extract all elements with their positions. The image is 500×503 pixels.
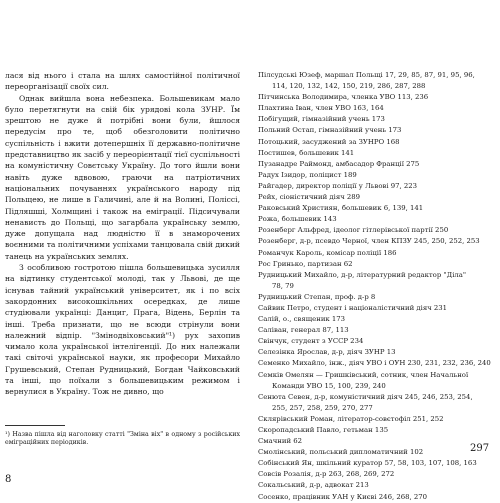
- index-entry: Склярівський Роман, літератор-совєтофіл 251, 252: [258, 414, 444, 423]
- index-entry: Романчук Кароль, комісар поліції 186: [258, 248, 397, 257]
- footnote: ¹) Назва пішла від наголовку статті "Зміна віх" в одному з російських еміграційних періодиків.: [5, 431, 240, 447]
- index-entry: Розенберг, д-р, псевдо Черної, член КПЗУ 245, 250, 252, 253: [258, 237, 480, 246]
- index-entry: Скоропадський Павло, гетьман 135: [258, 426, 389, 434]
- index-entry: Розенберг Альфред, ідеолог гітлерівської партії 250: [258, 226, 449, 235]
- right-page-number: 297: [470, 443, 490, 454]
- index-entry: Сокальський, д-р, адвокат 213: [258, 481, 369, 490]
- index-entry: Радух Ізидор, поліцист 189: [258, 170, 357, 179]
- index-entry: Сосенко, працівник УАН у Києві 246, 268, 270: [258, 492, 428, 501]
- index-entry: Семків Омелян — Гришківський, сотник, член Начальної: [258, 370, 469, 379]
- index-entry: 114, 120, 132, 142, 150, 219, 286, 287, 288: [272, 82, 426, 91]
- paragraph-3: З особливою гостротою пішла большевицька зусилля на відтинку студентської молоді, так у Львові, де ще існував тайний український університет, як і по всіх закордонних високошкільних осередках, де лише студіювали українці: Данциг, Прага, Відень, Берлін та інші. Треба признати, що не всюди стрінули вони належний відпір. "Змінодвіховський"¹) рух захопив чимало кола української інтелігенції. До них належали такі світочі української науки, як професори Михайло Грушевський, Степан Рудницький, Богдан Чайковський та інші, що поїхали з большевицьким режимом і вернулися в Україну. Тож не дивно, що: [5, 263, 240, 397]
- index-entry: Сенюта Севен, д-р, комуністичний діяч 245, 246, 253, 254,: [258, 392, 473, 401]
- left-page-body: [5, 70, 240, 398]
- index-entry: Рожа, большевик 143: [258, 215, 337, 224]
- index-entry: Пузанадре Раймонд, амбасадор Франції 275: [258, 159, 420, 168]
- index-entry: Собінський Ян, шкільний куратор 57, 58, 103, 107, 108, 163: [258, 459, 477, 468]
- index-entry: Райгадер, директор поліції у Львові 97, 223: [258, 181, 418, 190]
- index-entry: Рудницький Степан, проф. д-р 8: [258, 292, 376, 301]
- index-entry: Команди УВО 15, 100, 239, 240: [272, 381, 386, 390]
- index-list: [258, 70, 498, 503]
- left-page-number: 8: [5, 474, 12, 485]
- index-entry: Пітчинська Володимира, членка УВО 113, 236: [258, 93, 429, 102]
- paragraph-1: лася від нього і стала на шлях самостійної політичної переорганізації своїх сил.: [5, 71, 240, 92]
- index-entry: Сайвик Петро, студент і націоналістичний діяч 231: [258, 303, 448, 312]
- index-entry: Семенко Михайло, інж., діяч УВО і ОУН 230, 231, 232, 236, 240: [258, 359, 491, 368]
- index-entry: Смачний 62: [258, 437, 303, 446]
- index-entry: Совсів Розалія, д-р 263, 268, 269, 272: [258, 470, 395, 479]
- index-entry: 78, 79: [272, 281, 294, 290]
- index-entry: Смолінський, польський дипломатичний 102: [258, 448, 424, 457]
- index-entry: 255, 257, 258, 259, 270, 277: [272, 403, 373, 412]
- index-entry: Селезінка Ярослав, д-р, діяч ЗУНР 13: [258, 348, 396, 357]
- index-entry: Раковський Християн, большевик 6, 139, 141: [258, 204, 424, 213]
- index-entry: Саліван, генерал 87, 113: [258, 326, 349, 335]
- index-entry: Рос Гринько, партизан 62: [258, 259, 353, 268]
- index-entry: Рейх, сіоністичний діяч 289: [258, 193, 361, 202]
- index-entry: Рудницький Михайло, д-р, літературний редактор "Діла": [258, 270, 467, 279]
- index-entry: Плахтина Іван, член УВО 163, 164: [258, 104, 384, 113]
- index-entry: Побігущий, гімназійний учень 173: [258, 115, 385, 124]
- paragraph-2: Однак вийшла вона небезпека. Большевикам мало було перетягнути на свій бік урядові кола ЗУНР. Їм зрештою не дуже й потрібні вони були, йшлося передусім про те, щоб обезголовити політично суспільність і вжити дотепершніх її державно-політичне представництво як засіб у переорієнтації тієї суспільності на комуністичну Совєтську Україну. До того йшли вони навіть дуже вдвовою, граючи на патріотичних національних почуваннях українського народу під Польщею, не лише в Галичині, але й на Волині, Поліссі, Підляшші, Холмщині і також на еміграції. Підсичували ненависть до Польщі, що загарбала українську землю, дуже допущала над людністю її в знаморочених воєнними та політичними успіхами танцювала свій дикий танець на українських землях.: [5, 93, 240, 261]
- index-entry: Пілсудські Юзеф, маршал Польщі 17, 29, 85, 87, 91, 95, 96,: [258, 71, 475, 79]
- index-entry: Свінчук, студент з УССР 234: [258, 337, 364, 346]
- index-entry: Польний Остап, гімназійний учень 173: [258, 126, 402, 135]
- index-entry: Потоцький, засуджений за ЗУНРО 168: [258, 137, 400, 146]
- footnote-rule: [5, 425, 65, 426]
- index-entry: Постишев, большевик 141: [258, 148, 355, 157]
- index-entry: Салій, о., священик 173: [258, 315, 346, 324]
